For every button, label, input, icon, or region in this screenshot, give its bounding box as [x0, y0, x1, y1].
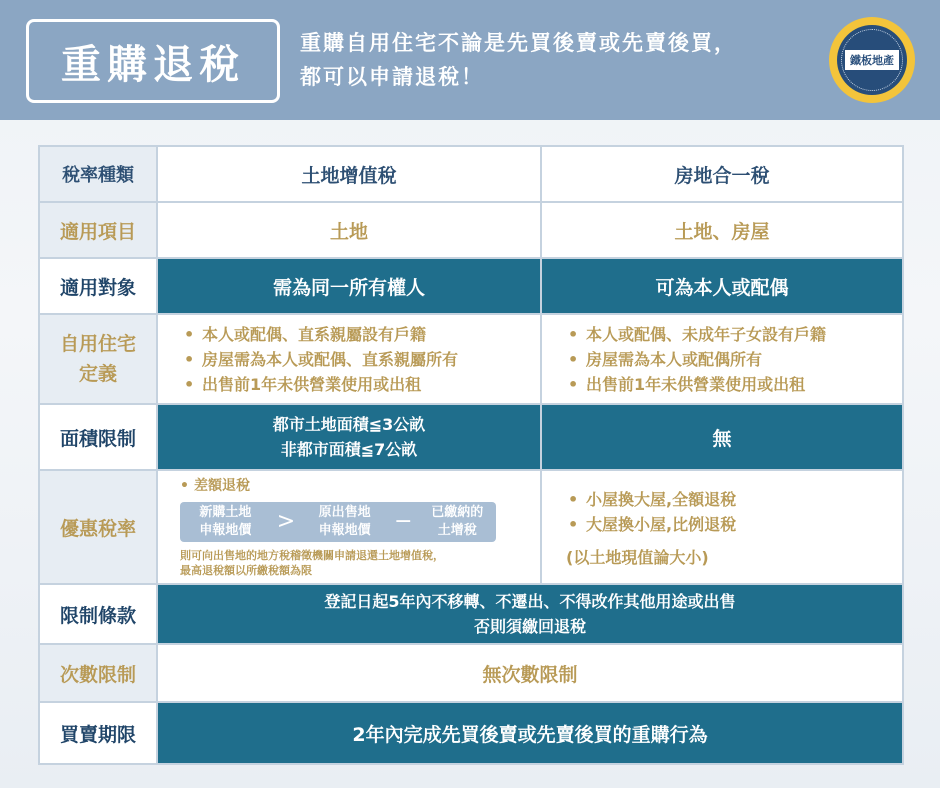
applicable-items-land: 土地 [157, 202, 541, 258]
refund-formula [180, 502, 496, 542]
subtitle-line-2: 都可以申請退稅！ [300, 65, 484, 89]
preferential-house [541, 470, 903, 584]
label-line-1: 自用住宅 [59, 333, 136, 355]
formula-paid-tax [419, 504, 496, 540]
list-item: • 本人或配偶、直系親屬設有戶籍 [184, 322, 540, 347]
area-limit-house: 無 [541, 404, 903, 470]
label-preferential-rate: 優惠稅率 [39, 470, 157, 584]
self-use-house [541, 314, 903, 404]
table-header-row [39, 146, 903, 202]
difference-refund-title: • 差額退稅 [180, 476, 540, 496]
formula-text: 土增稅 [437, 523, 477, 538]
label-self-use-definition [39, 314, 157, 404]
header-subtitle [300, 26, 810, 94]
row-trade-period [39, 702, 903, 764]
label-area-limit: 面積限制 [39, 404, 157, 470]
restriction-line-2: 否則須繳回退稅 [473, 617, 586, 636]
row-area-limit [39, 404, 903, 470]
page-title: 重購退稅 [26, 19, 280, 103]
row-self-use-definition [39, 314, 903, 404]
row-applicable-items [39, 202, 903, 258]
formula-new-land-price [180, 504, 271, 540]
subtitle-line-1: 重購自用住宅不論是先買後賣或先賣後買， [300, 31, 737, 55]
area-limit-urban: 都市土地面積≦3公畝 [272, 415, 426, 434]
greater-than-icon: > [276, 509, 296, 534]
row-count-limit [39, 644, 903, 702]
label-trade-period: 買賣期限 [39, 702, 157, 764]
list-item: • 房屋需為本人或配偶所有 [568, 347, 902, 372]
label-restriction: 限制條款 [39, 584, 157, 644]
trade-period-value: 2年內完成先買後賣或先賣後買的重購行為 [157, 702, 903, 764]
row-restriction [39, 584, 903, 644]
area-limit-land [157, 404, 541, 470]
brand-logo [829, 17, 915, 103]
header-banner [0, 0, 940, 120]
comparison-table [38, 145, 902, 763]
refund-note [180, 548, 540, 578]
list-item: • 本人或配偶、未成年子女設有戶籍 [568, 322, 902, 347]
formula-sold-land-price [301, 504, 388, 540]
list-item: • 房屋需為本人或配偶、直系親屬所有 [184, 347, 540, 372]
label-line-2: 定義 [78, 363, 117, 385]
header-tax-type: 稅率種類 [39, 146, 157, 202]
area-limit-non-urban: 非都市面積≦7公畝 [280, 440, 418, 459]
formula-text: 申報地價 [318, 523, 371, 538]
applicable-items-house: 土地、房屋 [541, 202, 903, 258]
self-use-land [157, 314, 541, 404]
logo-text: 鐵板地產 [845, 50, 899, 70]
formula-text: 原出售地 [318, 505, 371, 520]
minus-icon: − [394, 509, 413, 534]
note-line: 最高退稅額以所繳稅額為限 [180, 564, 312, 577]
header-house-land-tax: 房地合一稅 [541, 146, 903, 202]
restriction-value [157, 584, 903, 644]
label-applicable-items: 適用項目 [39, 202, 157, 258]
house-note: (以土地現值論大小) [566, 547, 709, 567]
count-limit-value: 無次數限制 [157, 644, 903, 702]
label-applicable-party: 適用對象 [39, 258, 157, 314]
formula-text: 申報地價 [199, 523, 252, 538]
preferential-land [157, 470, 541, 584]
list-item: • 大屋換小屋,比例退稅 [568, 512, 902, 537]
list-item: • 小屋換大屋,全額退稅 [568, 487, 902, 512]
note-line: 則可向出售地的地方稅稽徵機關申請退還土地增值稅， [180, 549, 444, 562]
list-item: • 出售前1年未供營業使用或出租 [568, 372, 902, 397]
applicable-party-land: 需為同一所有權人 [157, 258, 541, 314]
formula-text: 已繳納的 [431, 505, 484, 520]
applicable-party-house: 可為本人或配偶 [541, 258, 903, 314]
logo-emblem-icon [837, 25, 907, 95]
restriction-line-1: 登記日起5年內不移轉、不遷出、不得改作其他用途或出售 [324, 592, 736, 611]
label-count-limit: 次數限制 [39, 644, 157, 702]
list-item: • 出售前1年未供營業使用或出租 [184, 372, 540, 397]
row-preferential-rate [39, 470, 903, 584]
formula-text: 新購土地 [199, 505, 252, 520]
row-applicable-party [39, 258, 903, 314]
header-land-value-tax: 土地增值稅 [157, 146, 541, 202]
